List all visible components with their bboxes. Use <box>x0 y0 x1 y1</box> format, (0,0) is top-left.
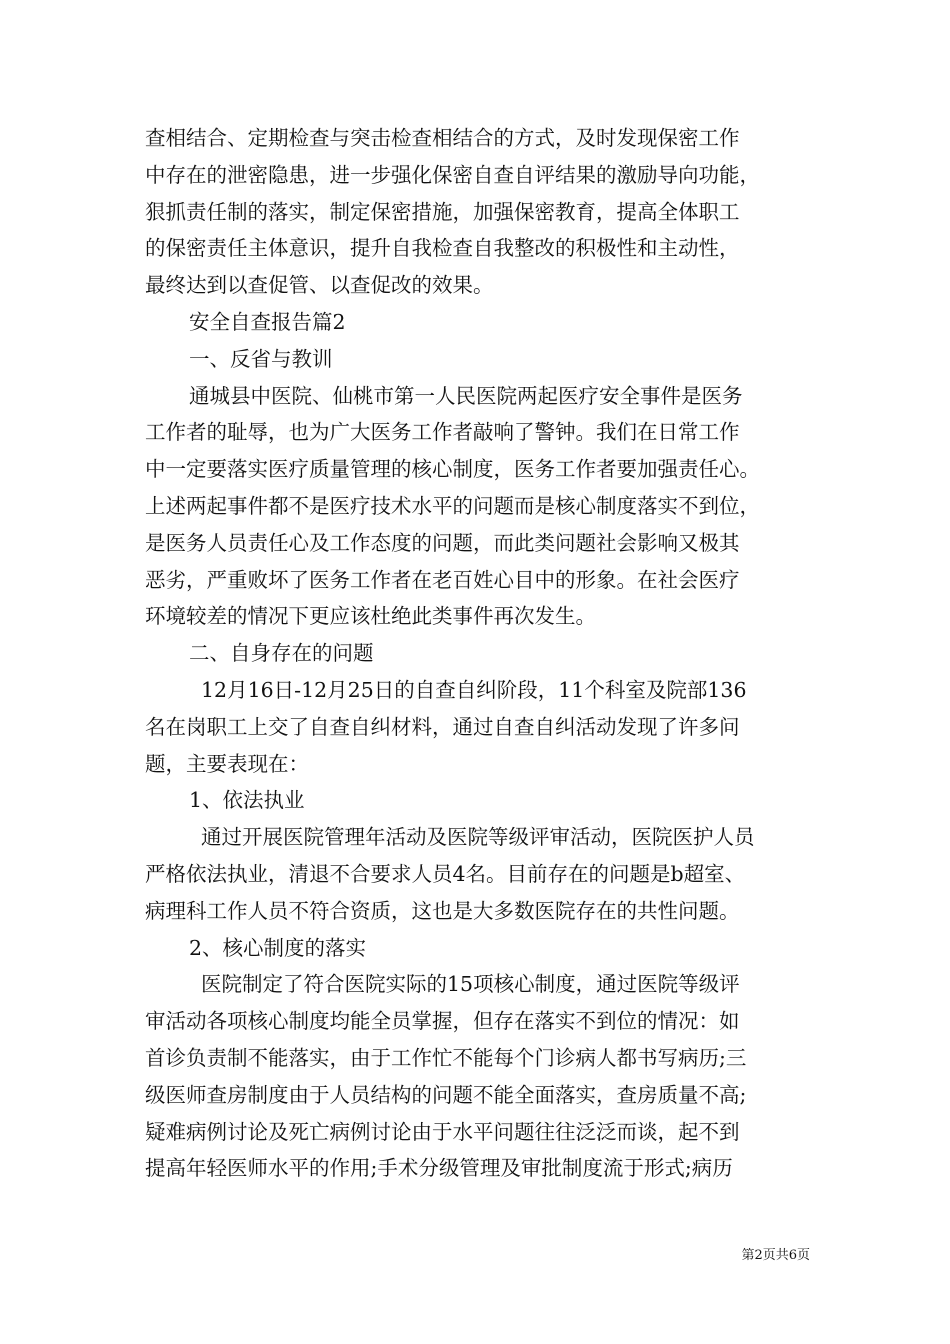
text-line: 严格依法执业，清退不合要求人员4名。目前存在的问题是b超室、 <box>145 861 746 886</box>
section-heading: 一、反省与教训 <box>189 346 333 371</box>
text-line: 是医务人员责任心及工作态度的问题，而此类问题社会影响又极其 <box>145 530 740 555</box>
text-line: 上述两起事件都不是医疗技术水平的问题而是核心制度落实不到位， <box>145 493 760 518</box>
subsection-heading: 2、核心制度的落实 <box>189 935 367 960</box>
page-indicator: 第2页共6页 <box>741 1248 810 1263</box>
text-line: 恶劣，严重败坏了医务工作者在老百姓心目中的形象。在社会医疗 <box>145 567 740 592</box>
text-line: 环境较差的情况下更应该杜绝此类事件再次发生。 <box>145 604 596 629</box>
text-line: 提高年轻医师水平的作用;手术分级管理及审批制度流于形式;病历 <box>145 1156 733 1181</box>
text-line: 工作者的耻辱，也为广大医务工作者敲响了警钟。我们在日常工作 <box>145 420 740 445</box>
text-line: 通过开展医院管理年活动及医院等级评审活动，医院医护人员 <box>201 825 755 850</box>
text-line: 医院制定了符合医院实际的15项核心制度，通过医院等级评 <box>201 972 740 997</box>
text-line: 级医师查房制度由于人员结构的问题不能全面落实，查房质量不高; <box>145 1082 747 1107</box>
text-line: 审活动各项核心制度均能全员掌握，但存在落实不到位的情况：如 <box>145 1009 740 1034</box>
text-line: 狠抓责任制的落实，制定保密措施，加强保密教育，提高全体职工 <box>145 199 740 224</box>
text-line: 题，主要表现在： <box>145 751 309 776</box>
text-line: 的保密责任主体意识，提升自我检查自我整改的积极性和主动性， <box>145 236 740 261</box>
subsection-heading: 1、依法执业 <box>189 788 305 813</box>
text-line: 中一定要落实医疗质量管理的核心制度，医务工作者要加强责任心。 <box>145 457 760 482</box>
text-line: 病理科工作人员不符合资质，这也是大多数医院存在的共性问题。 <box>145 898 740 923</box>
text-line: 12月16日-12月25日的自查自纠阶段，11个科室及院部136 <box>201 677 747 702</box>
text-line: 名在岗职工上交了自查自纠材料，通过自查自纠活动发现了许多问 <box>145 714 740 739</box>
section-title: 安全自查报告篇2 <box>189 309 346 334</box>
text-line: 疑难病例讨论及死亡病例讨论由于水平问题往往泛泛而谈，起不到 <box>145 1119 740 1144</box>
text-line: 查相结合、定期检查与突击检查相结合的方式，及时发现保密工作 <box>145 126 740 150</box>
section-heading: 二、自身存在的问题 <box>189 641 374 666</box>
text-line: 首诊负责制不能落实，由于工作忙不能每个门诊病人都书写病历;三 <box>145 1045 747 1070</box>
text-line: 中存在的泄密隐患，进一步强化保密自查自评结果的激励导向功能， <box>145 162 760 187</box>
document-body <box>145 120 807 1187</box>
text-line: 通城县中医院、仙桃市第一人民医院两起医疗安全事件是医务 <box>189 383 743 408</box>
text-line: 最终达到以查促管、以查促改的效果。 <box>145 273 494 298</box>
